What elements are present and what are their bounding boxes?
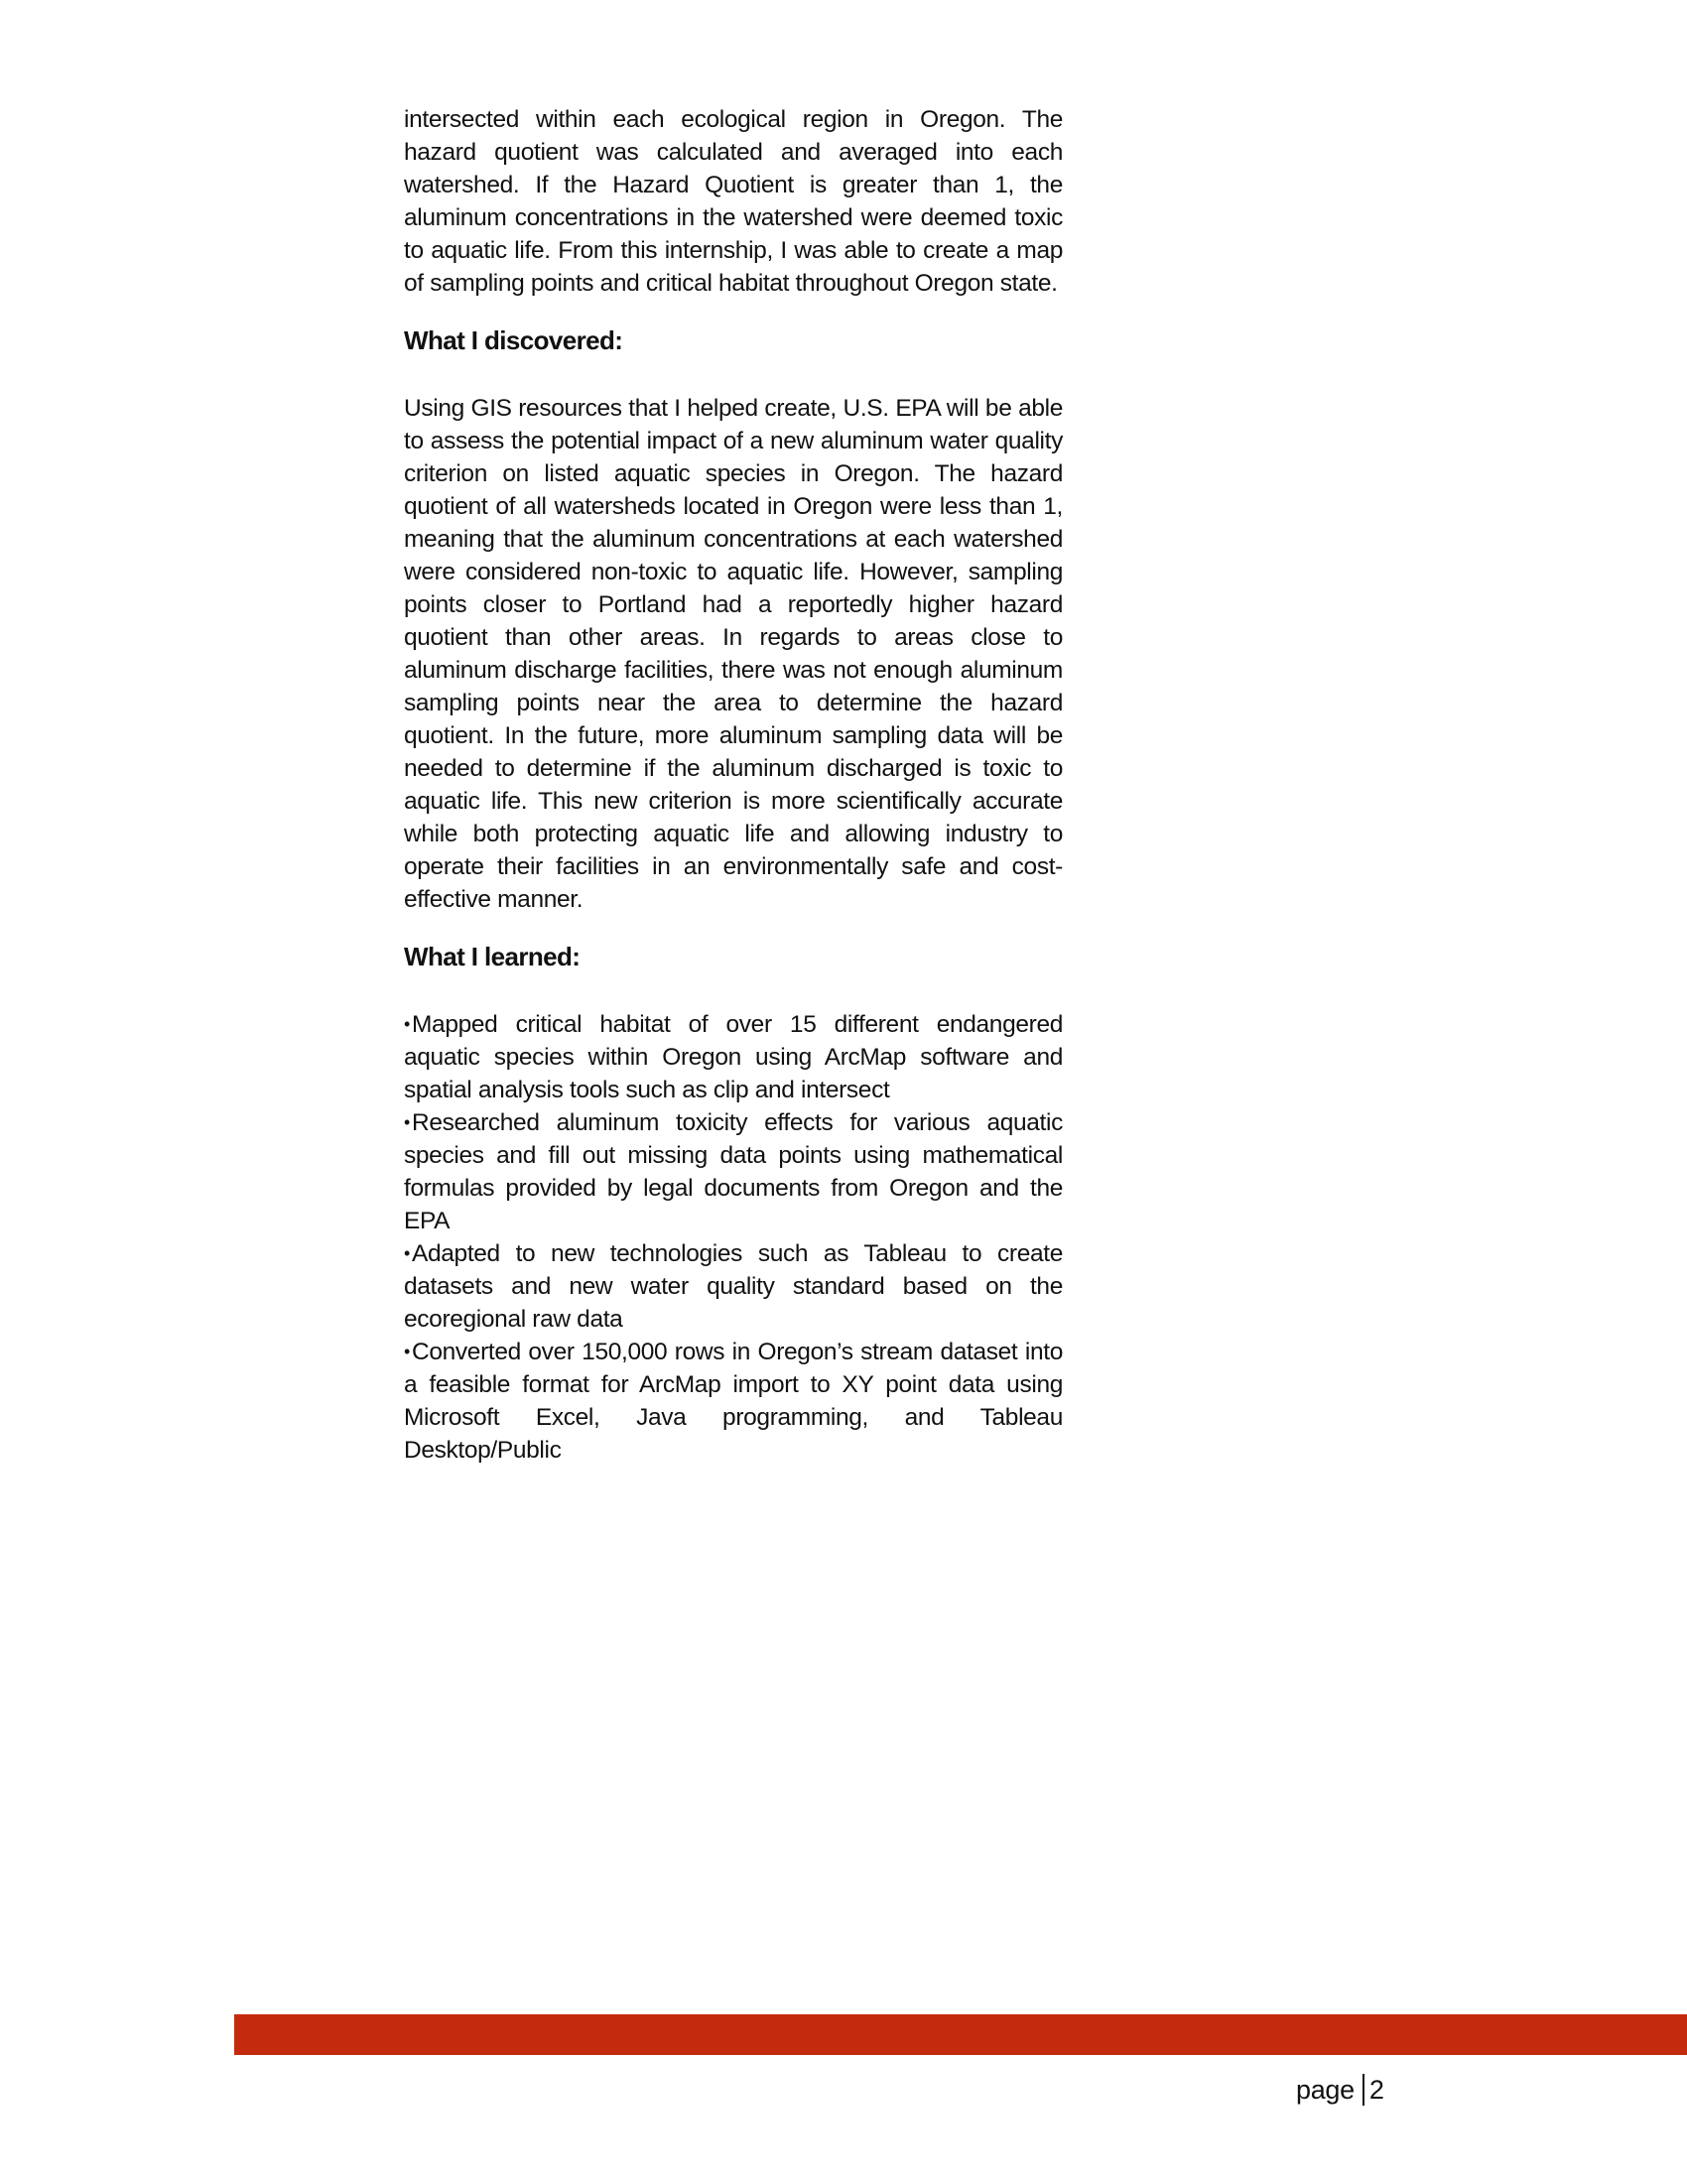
bullet-icon: • — [404, 1342, 410, 1361]
bullet-icon: • — [404, 1112, 410, 1132]
bullet-item — [404, 1237, 1063, 1336]
bullet-item — [404, 1336, 1063, 1467]
page-number-value: 2 — [1368, 2075, 1384, 2105]
bullet-text: Mapped critical habitat of over 15 different endangered aquatic species within Oregon using ArcMap software and spatial analysis tools such as clip and intersect — [404, 1011, 1063, 1103]
page-number — [1296, 2074, 1384, 2106]
section-heading-learned: What I learned: — [404, 942, 581, 971]
bullet-item — [404, 1008, 1063, 1106]
bullet-icon: • — [404, 1014, 410, 1034]
text-column — [404, 103, 1063, 1467]
section-heading-discovered: What I discovered: — [404, 325, 623, 355]
bullet-text: Adapted to new technologies such as Tableau to create datasets and new water quality standard based on the ecoregional raw data — [404, 1240, 1063, 1333]
bullet-icon: • — [404, 1243, 410, 1263]
bullet-item — [404, 1106, 1063, 1237]
discovered-paragraph: Using GIS resources that I helped create, U.S. EPA will be able to assess the potential impact of a new aluminum water quality criterion on listed aquatic species in Oregon. The hazard quotient of all watersheds located in Oregon were less than 1, meaning that the aluminum concentrations at each watershed were considered non-toxic to aquatic life. However, sampling points closer to Portland had a reportedly higher hazard quotient than other areas. In regards to areas close to aluminum discharge facilities, there was not enough aluminum sampling points near the area to determine the hazard quotient. In the future, more aluminum sampling data will be needed to determine if the aluminum discharged is toxic to aquatic life. This new criterion is more scientifically accurate while both protecting aquatic life and allowing industry to operate their facilities in an environmentally safe and cost-effective manner. — [404, 395, 1063, 913]
intro-paragraph: intersected within each ecological region in Oregon. The hazard quotient was calculated and averaged into each watershed. If the Hazard Quotient is greater than 1, the aluminum concentrations in the watershed were deemed toxic to aquatic life. From this internship, I was able to create a map of sampling points and critical habitat throughout Oregon state. — [404, 106, 1063, 297]
bullet-text: Researched aluminum toxicity effects for various aquatic species and fill out missing data points using mathematical formulas provided by legal documents from Oregon and the EPA — [404, 1109, 1063, 1234]
page-label: page — [1296, 2075, 1355, 2105]
page-separator — [1363, 2074, 1364, 2106]
bullet-text: Converted over 150,000 rows in Oregon’s stream dataset into a feasible format for ArcMap import to XY point data using Microsoft Excel, Java programming, and Tableau Desktop/Public — [404, 1339, 1063, 1464]
footer-accent-bar — [234, 2014, 1687, 2055]
learned-bullet-list — [404, 1008, 1063, 1467]
